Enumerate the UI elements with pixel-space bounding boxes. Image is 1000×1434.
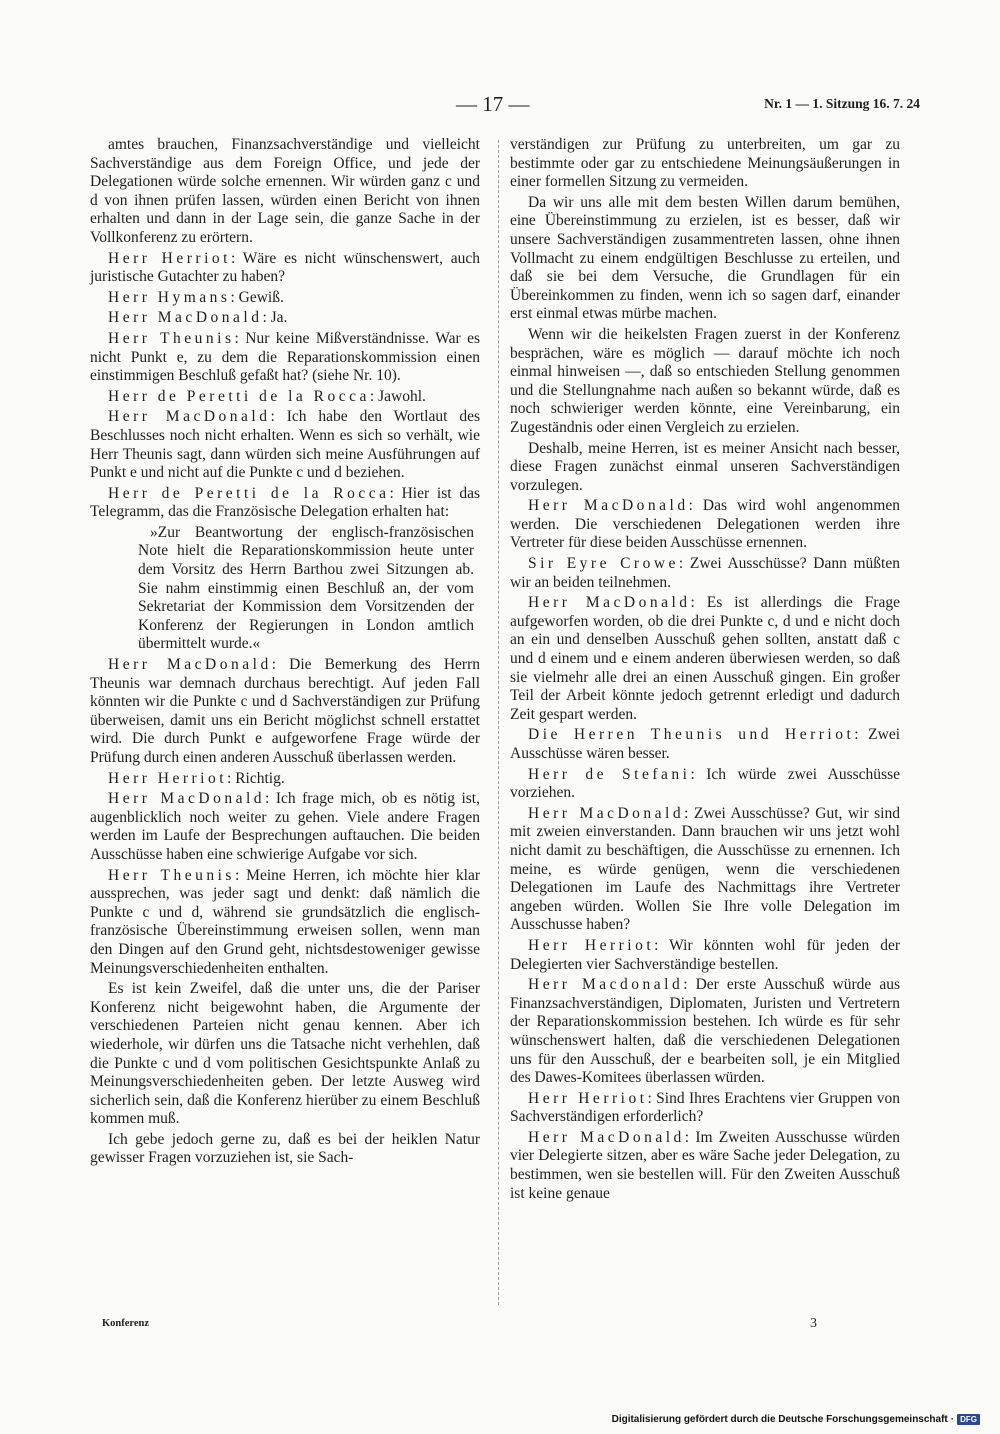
speaker-name: Herr Macdonald — [528, 976, 684, 994]
paragraph — [90, 408, 480, 482]
paragraph-text: : Zwei Ausschüsse? Gut, wir sind mit zweien einverstanden. Dann brauchen wir uns jetzt wohl nicht damit zu beschäftigen, die Ausschüsse zu ernennen. Ich meine, es würde genügen, wenn die verschiedenen Delegationen im Laufe des Nachmittags ihre Vertreter angeben würden. Wollen Sie Ihre volle Delegation im Ausschusse haben? — [510, 804, 900, 934]
speaker-name: Herr MacDonald — [528, 594, 691, 612]
speaker-name: Herr Herriot — [528, 936, 655, 954]
page-number: — 17 — — [456, 92, 530, 116]
paragraph — [510, 976, 900, 1088]
paragraph-text: amtes brauchen, Finanzsachverständige und vielleicht Sachverständige aus dem Foreign Office, und jede der Delegationen würde solche ernennen. Wir würden ganz c und d von ihnen prüfen lassen, würden einen Bericht von ihnen erhalten und dann in der Lage sein, die ganze Sache in der Vollkonferenz zu erörtern. — [90, 136, 480, 246]
paragraph-text: : Jawohl. — [369, 387, 426, 405]
paragraph — [90, 330, 480, 386]
speaker-name: Herr MacDonald — [528, 497, 689, 515]
digitization-credit: Digitalisierung gefördert durch die Deutsche Forschungsgemeinschaft · DFG — [612, 1414, 980, 1425]
paragraph — [510, 194, 900, 324]
speaker-name: Die Herren Theunis und Herriot — [528, 726, 855, 744]
credit-text: Digitalisierung gefördert durch die Deutsche Forschungsgemeinschaft — [611, 1414, 948, 1425]
paragraph — [90, 485, 480, 522]
dfg-logo: DFG — [957, 1414, 980, 1425]
right-column — [510, 136, 900, 1205]
paragraph-text: : Sind Ihres Erachtens vier Gruppen von Sachverständigen erforderlich? — [510, 1089, 900, 1126]
paragraph — [510, 555, 900, 592]
column-divider — [498, 140, 499, 1305]
speaker-name: Herr Herriot — [108, 249, 231, 267]
speaker-name: Herr Herriot — [108, 769, 228, 787]
speaker-name: Herr MacDonald — [108, 656, 272, 674]
speaker-name: Herr Theunis — [108, 866, 235, 884]
speaker-name: Sir Eyre Crowe — [528, 555, 679, 573]
footer-left-label: Konferenz — [102, 1318, 150, 1329]
paragraph — [90, 790, 480, 864]
paragraph-text: Es ist kein Zweifel, daß die unter uns, die der Pariser Konferenz nicht beigewohnt haben, die Argumente der verschiedenen Parteien nicht genau kennen. Aber ich wiederhole, wir dürfen uns die Tatsache nicht verhehlen, daß die Punkte c und d vom politischen Gesichtspunkte Anlaß zu Meinungsverschiedenheiten geben. Der letzte Ausweg wird sicherlich sein, daß die Konferenz hierüber zu einem Beschluß kommen muß. — [90, 980, 480, 1128]
paragraph-text: Wenn wir die heikelsten Fragen zuerst in der Konferenz besprächen, wäre es möglich — darauf möchte ich noch einmal hinweisen —, daß so entschieden Stellung genommen und die Stellungnahme nach außen so bekannt würde, daß es noch schwieriger werden könnte, eine Vereinbarung, ein Zugeständnis oder einen Vergleich zu erzielen. — [510, 325, 900, 436]
paragraph — [510, 766, 900, 803]
quoted-telegram — [138, 524, 474, 654]
paragraph — [90, 656, 480, 768]
paragraph — [510, 1090, 900, 1127]
paragraph — [90, 289, 480, 308]
paragraph-text: : Ich frage mich, ob es nötig ist, augenblicklich noch weiter zu gehen. Viele andere Fragen werden im Laufe der Besprechungen auftauchen. Die beiden Ausschüsse haben eine schwierige Aufgabe vor sich. — [90, 790, 480, 863]
paragraph-text: : Hier ist das Telegramm, das die Französische Delegation erhalten hat: — [90, 484, 481, 521]
paragraph-text: : Gewiß. — [230, 288, 284, 306]
footer-sheet-number: 3 — [810, 1316, 817, 1331]
paragraph — [90, 980, 480, 1129]
page-header — [0, 92, 1000, 120]
speaker-name: Herr Hymans — [108, 288, 231, 306]
paragraph — [90, 388, 480, 407]
speaker-name: Herr MacDonald — [528, 1128, 685, 1146]
paragraph-text: verständigen zur Prüfung zu unterbreiten, um gar zu bestimmte oder gar zu entschiedene Meinungsäußerungen in einer formellen Sitzung zu vermeiden. — [510, 136, 900, 191]
paragraph-text: : Ich würde zwei Ausschüsse vorziehen. — [510, 765, 900, 802]
speaker-name: Herr MacDonald — [108, 309, 263, 327]
paragraph — [90, 1131, 480, 1168]
paragraph-text: : Ich habe den Wortlaut des Beschlusses noch nicht erhalten. Wenn es sich so verhält, wie Herr Theunis sagt, dann würden sich meine Ausführungen auf Punkt e und nicht auf die Punkte c und d beziehen. — [90, 408, 480, 482]
speaker-name: Herr de Peretti de la Rocca — [108, 484, 390, 502]
paragraph-text: : Meine Herren, ich möchte hier klar aussprechen, was jeder sagt und denkt: daß nämlich die Punkte c und d, während sie grundsätzlich die englisch-französische Übereinstimmung erweisen sollen, wenn man den Dingen auf den Grund geht, nichtsdestoweniger gewisse Meinungsverschiedenheiten enthalten. — [90, 866, 480, 977]
paragraph — [510, 805, 900, 935]
paragraph-text: »Zur Beantwortung der englisch-französischen Note hielt die Reparationskommission heute unter dem Vorsitz des Herrn Barthou zwei Sitzungen ab. Sie nahm einstimmig einen Beschluß an, der vom Sekretariat der Kommission dem Vorsitzenden der Konferenz der Regierungen in London amtlich übermittelt wurde.« — [138, 523, 474, 653]
paragraph-text: : Das wird wohl angenommen werden. Die verschiedenen Delegationen werden ihre Vertreter für diese beiden Ausschüsse ernennen. — [510, 497, 900, 552]
paragraph — [90, 250, 480, 287]
speaker-name: Herr de Peretti de la Rocca — [108, 387, 370, 405]
paragraph — [510, 440, 900, 496]
paragraph-text: : Im Zweiten Ausschusse würden vier Delegierte sitzen, aber es wäre Sache jeder Delegation, zu bestimmen, wen sie bestellen will. Für den Zweiten Ausschuß ist keine genaue — [510, 1128, 900, 1202]
paragraph — [510, 136, 900, 192]
paragraph — [90, 867, 480, 979]
paragraph-text: Deshalb, meine Herren, ist es meiner Ansicht nach besser, diese Fragen zunächst einmal unseren Sachverständigen vorzulegen. — [510, 439, 900, 494]
paragraph-text: : Richtig. — [227, 769, 285, 787]
speaker-name: Herr MacDonald — [108, 790, 266, 808]
paragraph — [510, 937, 900, 974]
paragraph — [510, 726, 900, 763]
paragraph-text: : Zwei Ausschüsse? Dann müßten wir an beiden teilnehmen. — [510, 555, 900, 591]
paragraph-text: : Der erste Ausschuß würde aus Finanzsachverständigen, Diplomaten, Juristen und Vertretern der Reparationskommission bestehen. Ich würde es für sehr wünschenswert halten, daß die verschiedenen Delegationen uns für den Ausschuß, der e bearbeiten soll, je ein Mitglied des Dawes-Komitees überlassen würden. — [510, 976, 901, 1087]
speaker-name: Herr MacDonald — [528, 804, 685, 822]
paragraph-text: : Zwei Ausschüsse wären besser. — [510, 726, 901, 762]
paragraph-text: Ich gebe jedoch gerne zu, daß es bei der heiklen Natur gewisser Fragen vorzuziehen ist, sie Sach- — [90, 1130, 480, 1167]
paragraph — [510, 326, 900, 438]
paragraph-text: : Wäre es nicht wünschenswert, auch juristische Gutachter zu haben? — [90, 249, 480, 286]
paragraph-text: : Wir könnten wohl für jeden der Delegierten vier Sachverständige bestellen. — [510, 936, 900, 973]
speaker-name: Herr Theunis — [108, 329, 235, 347]
left-column — [90, 136, 480, 1170]
paragraph — [510, 1129, 900, 1203]
paragraph-text: : Nur keine Mißverständnisse. War es nicht Punkt e, zu dem die Reparationskommission einen einstimmigen Beschluß gefaßt hat? (siehe Nr. 10). — [90, 329, 480, 385]
paragraph — [90, 136, 480, 248]
paragraph — [510, 594, 900, 724]
paragraph — [510, 497, 900, 553]
speaker-name: Herr de Stefani — [528, 765, 691, 783]
paragraph-text: : Die Bemerkung des Herrn Theunis war demnach durchaus berechtigt. Auf jeden Fall könnten wir die Punkte c und d Sachverständigen zur Prüfung überweisen, damit uns ein Bericht möglichst schnell erstattet wird. Die durch Punkt e aufgeworfene Frage würde der Prüfung durch einen anderen Ausschuß überlassen werden. — [90, 656, 481, 766]
paragraph — [90, 770, 480, 789]
paragraph-text: : Es ist allerdings die Frage aufgeworfen worden, ob die drei Punkte c, d und e nicht doch an ein und denselben Ausschuß gehen sollten, anstatt daß c und d einem und e einem anderen überwiesen werden, so daß sie vielmehr alle drei an einen Ausschuß gingen. Ein großer Teil der Arbeit könnte jedoch getrennt erledigt und dadurch Zeit gespart werden. — [510, 594, 900, 723]
session-label: Nr. 1 — 1. Sitzung 16. 7. 24 — [764, 96, 920, 111]
paragraph-text: Da wir uns alle mit dem besten Willen darum bemühen, eine Übereinstimmung zu erzielen, ist es besser, daß wir unsere Sachverständigen zusammentreten lassen, ohne ihnen Vollmacht zu einem endgültigen Beschlusse zu erteilen, und daß sie bei dem Versuche, die Grundlagen für ein Übereinkommen zu finden, wenn ich so sagen darf, einander erst einmal etwas mürbe machen. — [510, 193, 900, 323]
paragraph — [90, 309, 480, 328]
paragraph-text: : Ja. — [262, 309, 288, 327]
speaker-name: Herr MacDonald — [108, 408, 271, 426]
speaker-name: Herr Herriot — [528, 1089, 648, 1107]
